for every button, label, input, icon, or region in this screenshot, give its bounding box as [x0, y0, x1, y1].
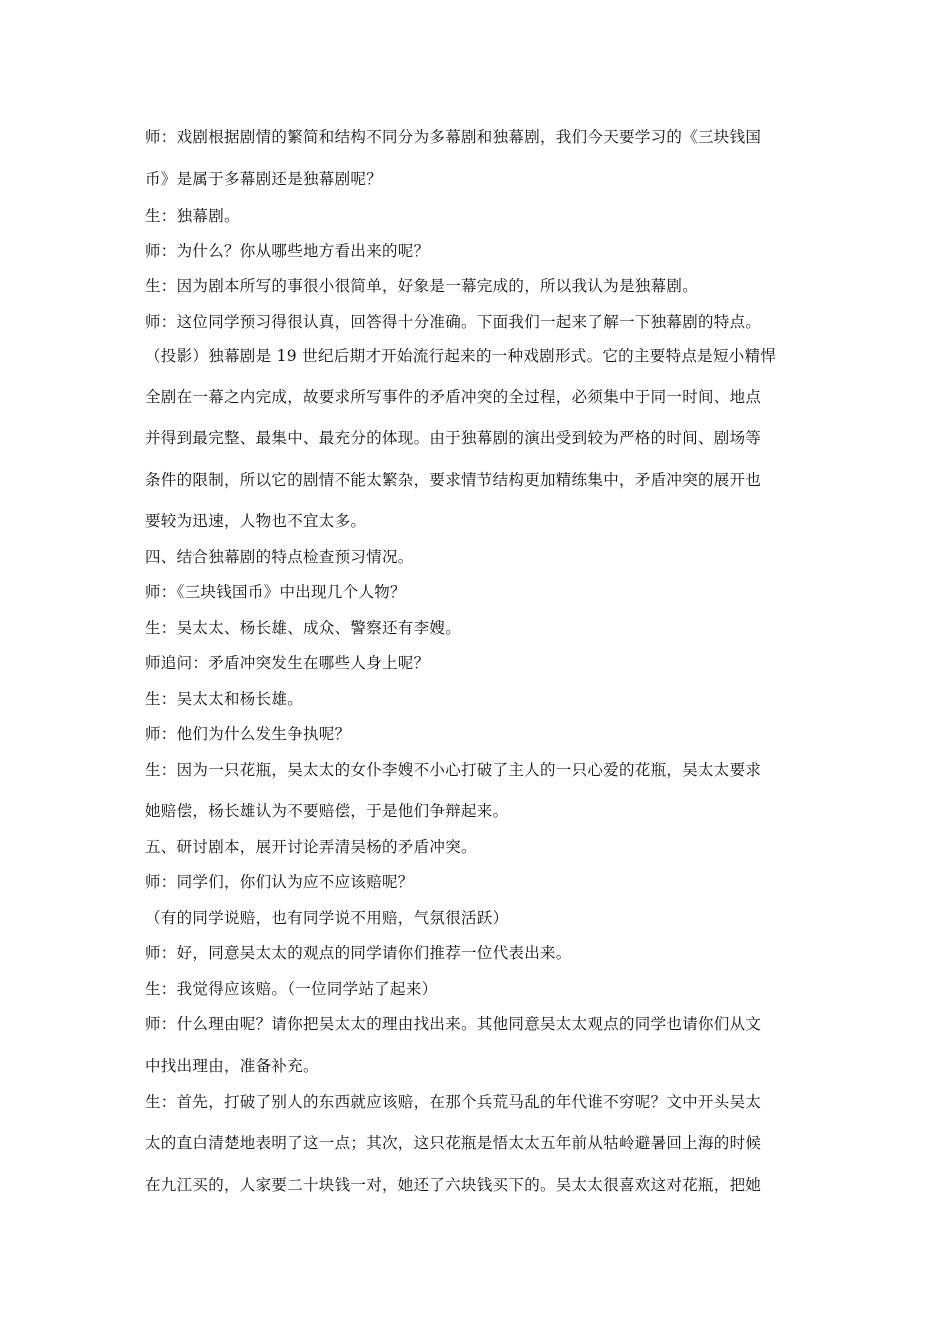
text-line: 师：《三块钱国币》中出现几个人物？	[145, 583, 406, 601]
text-line: 要较为迅速，人物也不宜太多。	[145, 512, 367, 530]
text-line: 生：独幕剧。	[145, 207, 240, 225]
text-line: 条件的限制，所以它的剧情不能太繁杂，要求情节结构更加精练集中，矛盾冲突的展开也	[145, 471, 762, 489]
text-line: 师：好，同意吴太太的观点的同学请你们推荐一位代表出来。	[145, 944, 572, 962]
text-line: 师追问：矛盾冲突发生在哪些人身上呢？	[145, 654, 430, 672]
text-line: 生：吴太太、杨长雄、成众、警察还有李嫂。	[145, 619, 462, 637]
text-line: 在九江买的，人家要二十块钱一对，她还了六块钱买下的。吴太太很喜欢这对花瓶，把她	[145, 1176, 762, 1194]
text-line: 五、研讨剧本，展开讨论弄清吴杨的矛盾冲突。	[145, 838, 477, 856]
text-line: 师：这位同学预习得很认真，回答得十分准确。下面我们一起来了解一下独幕剧的特点。	[145, 313, 762, 331]
text-line: 她赔偿，杨长雄认为不要赔偿，于是他们争辩起来。	[145, 802, 509, 820]
text-line: 生：因为剧本所写的事很小很简单，好象是一幕完成的，所以我认为是独幕剧。	[145, 277, 699, 295]
text-line: 师：他们为什么发生争执呢？	[145, 725, 351, 743]
text-line: （有的同学说赔，也有同学说不用赔，气氛很活跃）	[145, 909, 509, 927]
text-line: 师：什么理由呢？请你把吴太太的理由找出来。其他同意吴太太观点的同学也请你们从文	[145, 1015, 762, 1033]
text-line: 师：戏剧根据剧情的繁简和结构不同分为多幕剧和独幕剧，我们今天要学习的《三块钱国	[145, 128, 762, 146]
text-line: 全剧在一幕之内完成，故要求所写事件的矛盾冲突的全过程，必须集中于同一时间、地点	[145, 388, 762, 406]
text-line: 四、结合独幕剧的特点检查预习情况。	[145, 548, 414, 566]
text-line: 太的直白清楚地表明了这一点；其次，这只花瓶是悟太太五年前从牯岭避暑回上海的时候	[145, 1134, 762, 1152]
text-line: （投影）独幕剧是 19 世纪后期才开始流行起来的一种戏剧形式。它的主要特点是短小精悍	[145, 347, 777, 365]
text-line: 并得到最完整、最集中、最充分的体现。由于独幕剧的演出受到较为严格的时间、剧场等	[145, 429, 762, 447]
text-line: 中找出理由，准备补充。	[145, 1057, 319, 1075]
text-line: 生：我觉得应该赔。（一位同学站了起来）	[145, 980, 438, 998]
text-line: 师：为什么？你从哪些地方看出来的呢？	[145, 242, 430, 260]
text-line: 师：同学们，你们认为应不应该赔呢？	[145, 873, 414, 891]
text-line: 生：吴太太和杨长雄。	[145, 690, 304, 708]
text-line: 生：首先，打破了别人的东西就应该赔，在那个兵荒马乱的年代谁不穷呢？文中开头吴太	[145, 1093, 762, 1111]
text-line: 生：因为一只花瓶，吴太太的女仆李嫂不小心打破了主人的一只心爱的花瓶，吴太太要求	[145, 761, 762, 779]
text-line: 币》是属于多幕剧还是独幕剧呢？	[145, 170, 383, 188]
